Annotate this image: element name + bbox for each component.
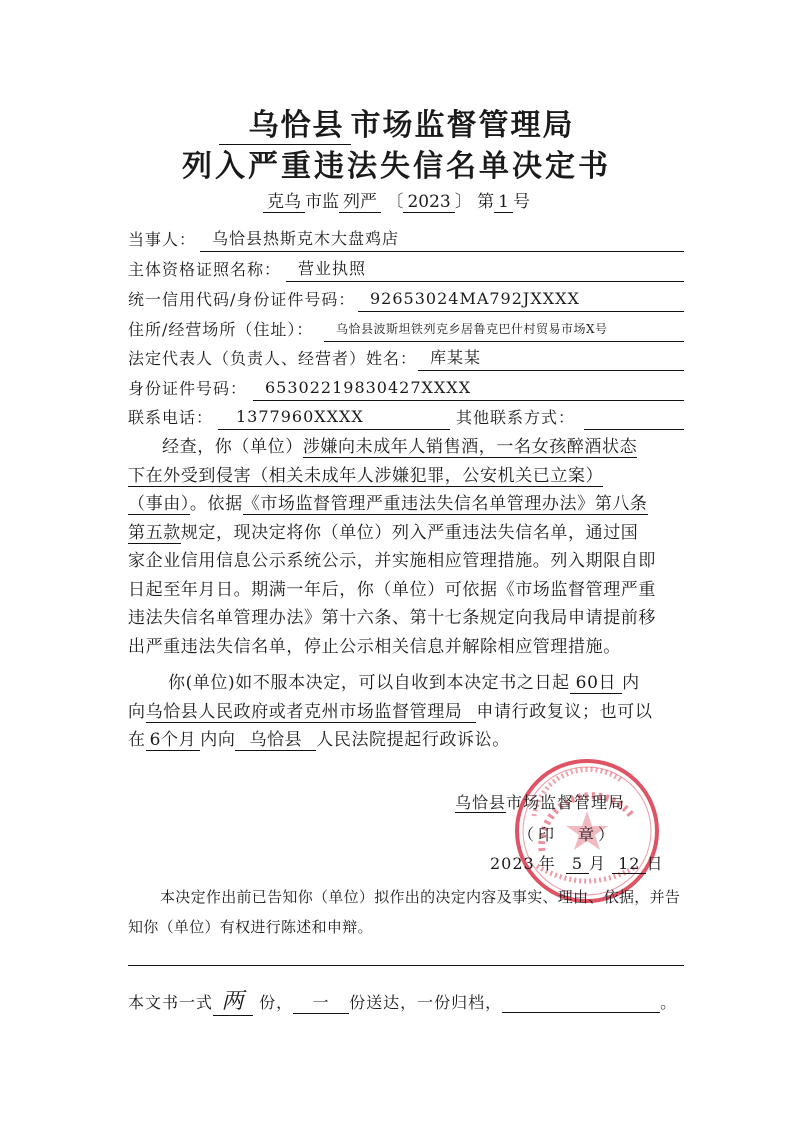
license-field <box>128 258 684 282</box>
title-org: 乌恰县 <box>219 100 351 145</box>
p1-text: 规定，现决定将你（单位）列入严重违法失信名单，通过国 <box>180 522 639 543</box>
p2-court: 乌恰县 <box>235 730 316 751</box>
date-month-char: 月 <box>589 854 607 873</box>
prior-notice <box>128 882 688 942</box>
p2-text: 你(单位)如不服本决定，可以自收到本决定书之日起 <box>168 673 570 693</box>
party-field <box>128 228 684 252</box>
id-label: 身份证件号码： <box>128 379 248 398</box>
license-label: 主体资格证照名称： <box>128 260 282 279</box>
address-value: 乌恰县波斯坦铁列克乡居鲁克巴什村贸易市场X号 <box>324 317 684 342</box>
date-day: 12 <box>612 854 646 874</box>
legal-rep-value: 库某某 <box>418 346 684 371</box>
p1-reason-cont: 下在外受到侵害（相关未成年人涉嫌犯罪，公安机关已立案） <box>128 465 604 486</box>
title-line-1 <box>0 100 793 145</box>
p2-text: 申请行政复议；也可以 <box>476 701 653 722</box>
seal-label: （印 章） <box>518 825 619 844</box>
copies-text: 份， <box>259 993 294 1012</box>
p1-reason: 涉嫌向未成年人销售酒，一名女孩醉酒状态 <box>302 437 638 457</box>
copies-delivered: 一 <box>293 990 349 1014</box>
signature-org-name: 乌恰县 <box>455 793 507 812</box>
p1-text: 。依据 <box>189 494 243 514</box>
id-number-field <box>128 377 684 401</box>
p2-months: 6个月 <box>146 730 201 751</box>
party-value: 乌恰县热斯克木大盘鸡店 <box>200 227 684 252</box>
docno-num: 1 <box>494 192 513 213</box>
appeal-paragraph <box>128 669 688 755</box>
credit-code-label: 统一信用代码/身份证件号码： <box>128 290 356 309</box>
date-year-char: 年 <box>538 854 556 873</box>
finding-paragraph <box>128 433 688 661</box>
other-contact-value <box>584 429 684 430</box>
phone-value: 1377960XXXX <box>218 405 450 430</box>
address-field <box>128 318 684 342</box>
p1-text: 家企业信用信息公示系统公示，并实施相应管理措施。列入期限自即 <box>128 551 656 571</box>
title-line-2: 列入严重违法失信名单决定书 <box>182 149 611 184</box>
date-day-char: 日 <box>646 854 664 873</box>
credit-code-field <box>128 288 684 312</box>
p2-text: 内 <box>622 673 640 693</box>
copies-blank <box>502 993 660 1013</box>
document-number <box>0 187 793 213</box>
p1-reason-tag: （事由） <box>128 494 190 514</box>
docno-num-label: 第 <box>477 192 495 212</box>
address-label: 住所/经营场所（住址）： <box>128 320 314 339</box>
notice-line-1: 本决定作出前已告知你（单位）拟作出的决定内容及事实、理由、依据，并告 <box>160 888 681 906</box>
copies-end: 。 <box>660 993 678 1012</box>
date-year: 2023 <box>490 854 535 873</box>
docno-year: 2023 <box>403 192 454 213</box>
title-org-rest: 市场监督管理局 <box>350 108 575 143</box>
p2-text: 在 <box>128 730 146 750</box>
phone-label: 联系电话： <box>128 408 214 427</box>
legal-rep-field <box>128 347 684 371</box>
p2-review-body: 乌恰县人民政府或者克州市场监督管理局 <box>146 702 477 723</box>
copies-text: 本文书一式 <box>128 993 214 1012</box>
license-value: 营业执照 <box>286 257 684 282</box>
legal-rep-label: 法定代表人（负责人、经营者）姓名： <box>128 349 418 368</box>
p1-text: 日起至年月日。期满一年后，你（单位）可依据《市场监督管理严重 <box>128 579 656 600</box>
copies-text: 份送达，一份归档， <box>349 993 503 1012</box>
copies-count: 两 <box>213 984 253 1016</box>
notice-line-2: 知你（单位）有权进行陈述和申辩。 <box>128 918 373 936</box>
decision-date <box>490 851 664 874</box>
party-label: 当事人： <box>128 230 197 249</box>
id-value: 65302219830427XXXX <box>253 376 684 401</box>
date-month: 5 <box>566 854 589 874</box>
copies-statement <box>128 984 677 1016</box>
p1-text: 出严重违法失信名单，停止公示相关信息并解除相应管理措施。 <box>128 636 621 657</box>
p1-text: 经查，你（单位） <box>162 437 303 457</box>
divider <box>128 965 684 966</box>
p2-text: 内向 <box>200 730 236 750</box>
docno-suffix: 号 <box>512 192 530 212</box>
p1-clause: 第五款 <box>128 522 181 543</box>
p2-text: 向 <box>128 701 146 722</box>
docno-type: 列严 <box>339 187 381 213</box>
credit-code-value: 92653024MA792JXXXX <box>358 287 684 312</box>
docno-mid: 市监 <box>305 192 340 212</box>
docno-year-open: 〔 <box>386 192 404 212</box>
signature-org <box>455 790 625 813</box>
p2-days: 60日 <box>570 673 622 694</box>
other-contact-label: 其他联系方式： <box>456 408 576 427</box>
docno-year-close: 〕 <box>454 192 472 212</box>
p2-text: 人民法院提起行政诉讼。 <box>316 730 510 750</box>
docno-prefix: 克乌 <box>263 187 305 213</box>
p1-regulation: 《市场监督管理严重违法失信名单管理办法》第八条 <box>242 494 648 514</box>
p1-text: 违法失信名单管理办法》第十六条、第十七条规定向我局申请提前移 <box>128 608 656 628</box>
phone-field <box>128 406 684 430</box>
signature-org-rest: 市场监督管理局 <box>506 793 626 812</box>
